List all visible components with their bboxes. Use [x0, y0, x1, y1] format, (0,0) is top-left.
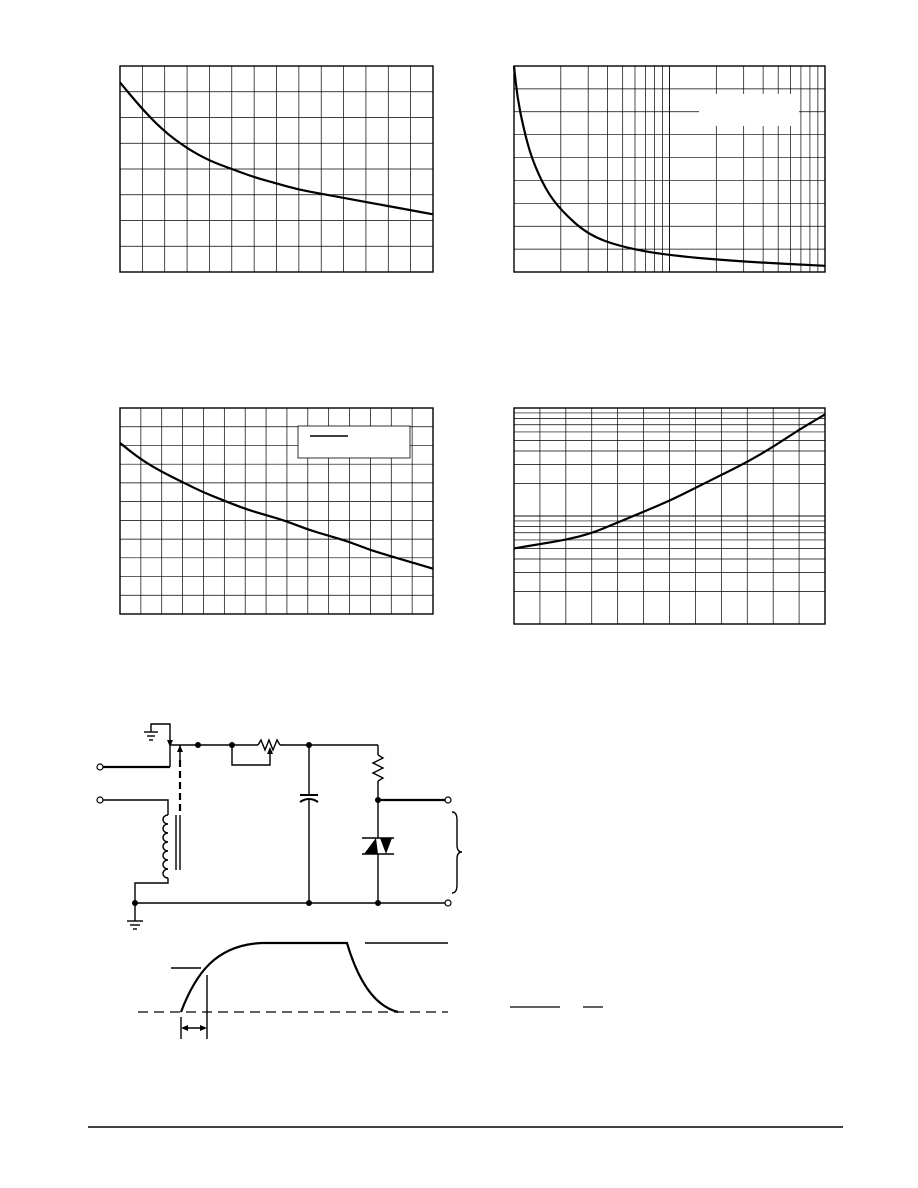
- gridlines: [514, 408, 825, 624]
- circuit-schematic: [97, 724, 462, 929]
- resistor: [373, 745, 383, 800]
- potentiometer: [232, 740, 378, 765]
- legend-box: [699, 94, 799, 126]
- input-terminal-upper: [97, 745, 170, 770]
- input-terminal-lower: [97, 797, 168, 815]
- ground-symbol-top: [144, 724, 183, 760]
- output-brace: [452, 812, 462, 893]
- chart-panel-2: [514, 66, 825, 272]
- capacitor: [300, 745, 318, 903]
- waveform-diagram: [138, 943, 448, 1039]
- output-terminal-upper: [378, 797, 451, 803]
- pulse-curve: [181, 943, 398, 1012]
- chart-panel-1: [120, 66, 433, 272]
- bidirectional-diode: [362, 800, 394, 903]
- chart-panel-3: [120, 408, 433, 614]
- legend-box: [298, 426, 410, 458]
- chart-panel-4: [514, 408, 825, 624]
- ground-symbol-bottom: [127, 903, 143, 929]
- output-terminal-lower: [445, 900, 451, 906]
- transformer-coil: [135, 815, 180, 903]
